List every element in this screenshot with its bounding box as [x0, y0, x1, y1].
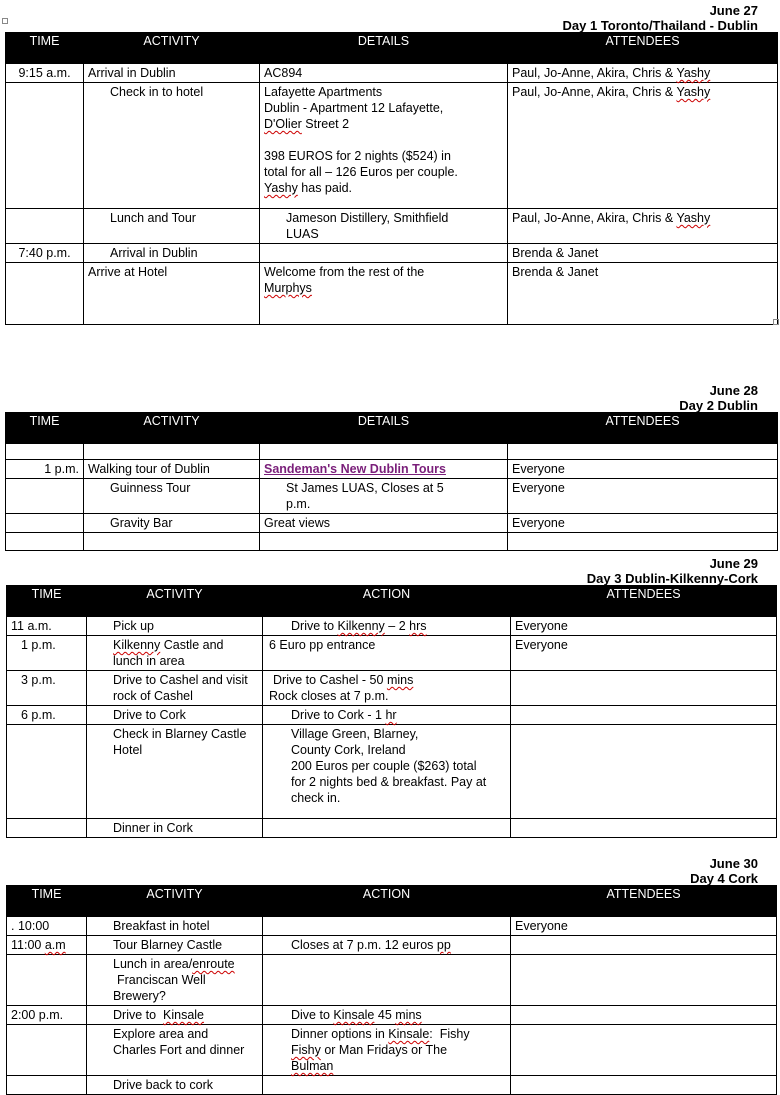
time-cell	[7, 1076, 87, 1095]
action-cell	[263, 819, 511, 838]
activity-cell: Tour Blarney Castle	[87, 936, 263, 955]
day3-heading	[587, 556, 758, 586]
spellcheck-word: Kilkenny	[113, 638, 161, 652]
table-row	[7, 955, 777, 1006]
day3-title: Day 3 Dublin-Kilkenny-Cork	[586, 571, 758, 586]
attendees-cell	[511, 819, 777, 838]
action-cell: Dive to Kinsale 45 mins	[263, 1006, 511, 1025]
time-cell: 2:00 p.m.	[7, 1006, 87, 1025]
spellcheck-word: Kinsale	[333, 1008, 375, 1022]
action-cell: Drive to Cork - 1 hr	[263, 706, 511, 725]
time-cell: 7:40 p.m.	[6, 244, 84, 263]
action-cell: Village Green, Blarney, County Cork, Ireland 200 Euros per couple ($263) total for 2 nights bed & breakfast. Pay at check in.	[263, 725, 511, 819]
activity-cell: Dinner in Cork	[87, 819, 263, 838]
header-activity: ACTIVITY	[87, 886, 263, 917]
table-row	[6, 209, 778, 244]
details-cell: AC894	[260, 64, 508, 83]
day2-title: Day 2 Dublin	[679, 398, 758, 413]
activity-cell: Guinness Tour	[84, 479, 260, 514]
activity-cell: Arrival in Dublin	[84, 64, 260, 83]
table-row	[7, 671, 777, 706]
attendees-cell: Brenda & Janet	[508, 244, 778, 263]
attendees-cell: Brenda & Janet	[508, 263, 778, 325]
table-row	[7, 1076, 777, 1095]
time-cell: 11 a.m.	[7, 617, 87, 636]
table-header-row	[7, 886, 777, 917]
action-cell	[263, 1076, 511, 1095]
table-row	[7, 1025, 777, 1076]
spellcheck-word: Yashy	[676, 211, 711, 225]
time-cell	[6, 209, 84, 244]
day2-heading	[679, 383, 758, 413]
header-time: TIME	[7, 886, 87, 917]
action-cell	[263, 917, 511, 936]
table-row	[6, 479, 778, 514]
spellcheck-word: D'Olier	[264, 117, 302, 131]
table-row	[7, 917, 777, 936]
time-cell: 9:15 a.m.	[6, 64, 84, 83]
table-header-row	[7, 586, 777, 617]
action-cell	[263, 955, 511, 1006]
action-cell: 6 Euro pp entrance	[263, 636, 511, 671]
day2-date: June 28	[709, 383, 758, 398]
activity-cell: Arrival in Dublin	[84, 244, 260, 263]
activity-cell: Breakfast in hotel	[87, 917, 263, 936]
details-cell: Great views	[260, 514, 508, 533]
header-activity: ACTIVITY	[84, 33, 260, 64]
day4-date: June 30	[709, 856, 758, 871]
activity-cell: Check in Blarney Castle Hotel	[87, 725, 263, 819]
details-cell: Jameson Distillery, Smithfield LUAS	[260, 209, 508, 244]
table-row	[7, 725, 777, 819]
time-cell	[6, 514, 84, 533]
attendees-cell: Everyone	[511, 636, 777, 671]
day4-table	[6, 885, 777, 1095]
spellcheck-word: a.m	[44, 938, 66, 952]
activity-cell: Walking tour of Dublin	[84, 460, 260, 479]
table-row	[7, 617, 777, 636]
day1-heading	[563, 3, 758, 33]
table-row	[7, 819, 777, 838]
attendees-cell	[511, 1006, 777, 1025]
spellcheck-word: Yashy	[676, 85, 711, 99]
attendees-cell	[511, 936, 777, 955]
table-row	[6, 533, 778, 551]
table-row	[6, 64, 778, 83]
table-resize-handle[interactable]	[773, 319, 779, 325]
attendees-cell: Paul, Jo-Anne, Akira, Chris & Yashy	[508, 209, 778, 244]
header-activity: ACTIVITY	[84, 413, 260, 444]
activity-cell: Drive to Kinsale	[87, 1006, 263, 1025]
spellcheck-word: Yashy	[264, 181, 298, 195]
activity-cell: Drive to Cashel and visit rock of Cashel	[87, 671, 263, 706]
time-cell	[7, 955, 87, 1006]
action-cell: Drive to Cashel - 50 mins Rock closes at 7 p.m.	[263, 671, 511, 706]
spellcheck-word: Murphys	[264, 281, 312, 295]
attendees-cell	[511, 725, 777, 819]
time-cell: 6 p.m.	[7, 706, 87, 725]
spellcheck-word: Kilkenny	[337, 619, 385, 633]
time-cell: 11:00 a.m	[7, 936, 87, 955]
header-action: ACTION	[263, 886, 511, 917]
day1-date: June 27	[709, 3, 758, 18]
table-header-row	[6, 413, 778, 444]
spellcheck-word: Kinsale	[388, 1027, 430, 1041]
time-cell	[6, 479, 84, 514]
activity-cell: Lunch and Tour	[84, 209, 260, 244]
activity-cell: Explore area and Charles Fort and dinner	[87, 1025, 263, 1076]
table-row	[6, 444, 778, 460]
activity-cell: Check in to hotel	[84, 83, 260, 209]
time-cell	[7, 725, 87, 819]
action-cell: Drive to Kilkenny – 2 hrs	[263, 617, 511, 636]
activity-cell: Gravity Bar	[84, 514, 260, 533]
table-row	[6, 263, 778, 325]
attendees-cell: Everyone	[508, 479, 778, 514]
time-cell	[6, 263, 84, 325]
header-attendees: ATTENDEES	[511, 886, 777, 917]
header-time: TIME	[6, 33, 84, 64]
activity-cell: Pick up	[87, 617, 263, 636]
header-attendees: ATTENDEES	[508, 33, 778, 64]
attendees-cell: Everyone	[511, 917, 777, 936]
time-cell: 1 p.m.	[7, 636, 87, 671]
details-cell: St James LUAS, Closes at 5 p.m.	[260, 479, 508, 514]
attendees-cell: Paul, Jo-Anne, Akira, Chris & Yashy	[508, 83, 778, 209]
attendees-cell: Everyone	[508, 460, 778, 479]
table-row	[6, 514, 778, 533]
day1-title: Day 1 Toronto/Thailand - Dublin	[562, 18, 758, 33]
spellcheck-word: Fishy	[291, 1043, 321, 1057]
day2-table	[5, 412, 778, 551]
spellcheck-word: pp	[436, 938, 451, 952]
time-cell	[7, 1025, 87, 1076]
header-time: TIME	[6, 413, 84, 444]
table-row	[7, 706, 777, 725]
attendees-cell: Everyone	[508, 514, 778, 533]
attendees-cell	[511, 706, 777, 725]
table-row	[6, 83, 778, 209]
activity-cell: Kilkenny Castle and lunch in area	[87, 636, 263, 671]
time-cell: 1 p.m.	[6, 460, 84, 479]
time-cell	[6, 83, 84, 209]
table-row	[7, 936, 777, 955]
header-time: TIME	[7, 586, 87, 617]
table-row	[6, 244, 778, 263]
attendees-cell: Paul, Jo-Anne, Akira, Chris & Yashy	[508, 64, 778, 83]
spellcheck-word: Kinsale	[163, 1008, 205, 1022]
header-details: DETAILS	[260, 33, 508, 64]
attendees-cell: Everyone	[511, 617, 777, 636]
time-cell	[7, 819, 87, 838]
spellcheck-word: mins	[395, 1008, 422, 1022]
header-details: DETAILS	[260, 413, 508, 444]
spellcheck-word: hrs	[409, 619, 427, 633]
table-row	[7, 636, 777, 671]
time-cell: 3 p.m.	[7, 671, 87, 706]
tour-link[interactable]: Sandeman's New Dublin Tours	[264, 462, 446, 476]
details-cell	[260, 244, 508, 263]
day1-table	[5, 32, 778, 325]
attendees-cell	[511, 1076, 777, 1095]
table-row	[6, 460, 778, 479]
header-attendees: ATTENDEES	[508, 413, 778, 444]
details-cell: Welcome from the rest of the Murphys	[260, 263, 508, 325]
activity-cell: Arrive at Hotel	[84, 263, 260, 325]
activity-cell: Drive back to cork	[87, 1076, 263, 1095]
activity-cell: Drive to Cork	[87, 706, 263, 725]
day3-table	[6, 585, 777, 838]
attendees-cell	[511, 671, 777, 706]
activity-cell: Lunch in area/enroute Franciscan Well Brewery?	[87, 955, 263, 1006]
spellcheck-word: hr	[385, 708, 397, 722]
table-header-row	[6, 33, 778, 64]
action-cell: Dinner options in Kinsale: Fishy Fishy or Man Fridays or The Bulman	[263, 1025, 511, 1076]
attendees-cell	[511, 1025, 777, 1076]
spellcheck-word: Bulman	[291, 1059, 334, 1073]
attendees-cell	[511, 955, 777, 1006]
time-cell: . 10:00	[7, 917, 87, 936]
table-row	[7, 1006, 777, 1025]
header-attendees: ATTENDEES	[511, 586, 777, 617]
header-action: ACTION	[263, 586, 511, 617]
table-move-handle[interactable]	[2, 18, 8, 24]
spellcheck-word: enroute	[192, 957, 235, 971]
details-cell: Lafayette Apartments Dublin - Apartment 12 Lafayette, D'Olier Street 2 398 EUROS for 2 nights ($524) in total for all – 126 Euros per couple. Yashy has paid.	[260, 83, 508, 209]
day3-date: June 29	[709, 556, 758, 571]
details-cell	[260, 460, 508, 479]
action-cell: Closes at 7 p.m. 12 euros pp	[263, 936, 511, 955]
header-activity: ACTIVITY	[87, 586, 263, 617]
spellcheck-word: Yashy	[676, 66, 711, 80]
day4-heading	[690, 856, 758, 886]
spellcheck-word: mins	[386, 673, 414, 687]
day4-title: Day 4 Cork	[690, 871, 758, 886]
